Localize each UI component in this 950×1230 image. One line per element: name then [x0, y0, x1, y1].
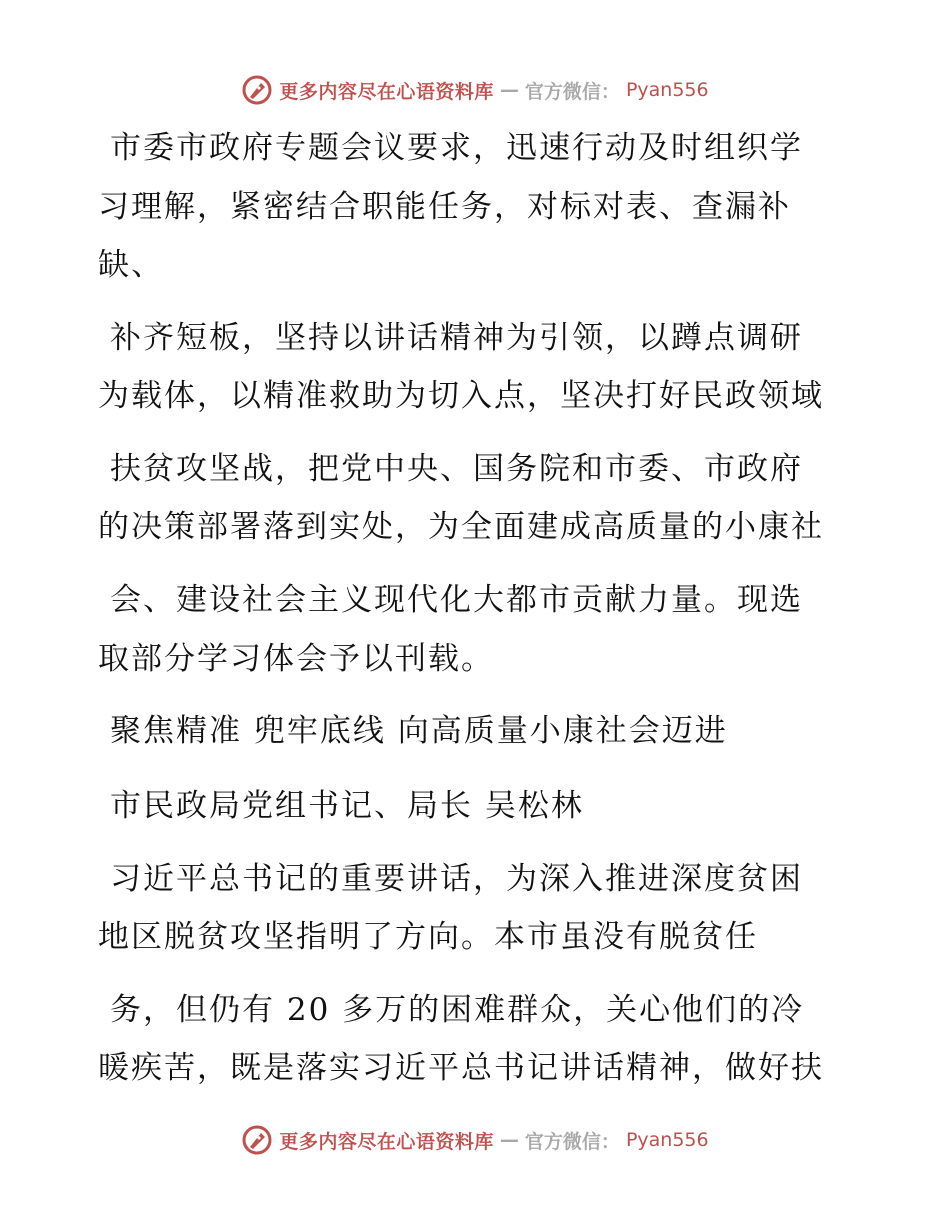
text-line: 习近平总书记的重要讲话，为深入推进深度贫困: [110, 861, 803, 897]
text-line: 暖疾苦，既是落实习近平总书记讲话精神，做好扶: [98, 1050, 824, 1086]
text-line: 扶贫攻坚战，把党中央、国务院和市委、市政府: [110, 451, 803, 487]
text-line: 为载体，以精准救助为切入点，坚决打好民政领域: [98, 378, 824, 414]
watermark-main-text: 更多内容尽在心语资料库: [279, 80, 494, 103]
section-title: 聚焦精准 兜牢底线 向高质量小康社会迈进: [110, 713, 728, 749]
text-line: 地区脱贫攻坚指明了方向。本市虽没有脱贫任: [98, 919, 758, 955]
pen-nib-logo-icon: [241, 1124, 273, 1156]
watermark-main-text: 更多内容尽在心语资料库: [279, 1130, 494, 1153]
text-line: 缺、: [98, 247, 164, 283]
watermark-label: 官方微信：: [524, 1130, 620, 1153]
text-line: 习理解，紧密结合职能任务，对标对表、查漏补: [98, 189, 791, 225]
watermark-wechat-id: Pyan556: [625, 79, 709, 101]
text-line: 的决策部署落到实处，为全面建成高质量的小康社: [98, 509, 824, 545]
text-line: 会、建设社会主义现代化大都市贡献力量。现选: [110, 582, 803, 618]
watermark-separator: —: [499, 79, 519, 101]
text-line: 务，但仍有 20 多万的困难群众，关心他们的冷: [110, 992, 805, 1028]
text-line: 市委市政府专题会议要求，迅速行动及时组织学: [110, 130, 803, 166]
text-line: 取部分学习体会予以刊载。: [98, 641, 494, 677]
watermark-label: 官方微信：: [524, 80, 620, 103]
watermark-separator: —: [499, 1129, 519, 1151]
text-line: 补齐短板，坚持以讲话精神为引领，以蹲点调研: [110, 320, 803, 356]
author-line: 市民政局党组书记、局长 吴松林: [110, 788, 584, 824]
watermark-wechat-id: Pyan556: [625, 1129, 709, 1151]
footer-watermark: [0, 1120, 950, 1160]
